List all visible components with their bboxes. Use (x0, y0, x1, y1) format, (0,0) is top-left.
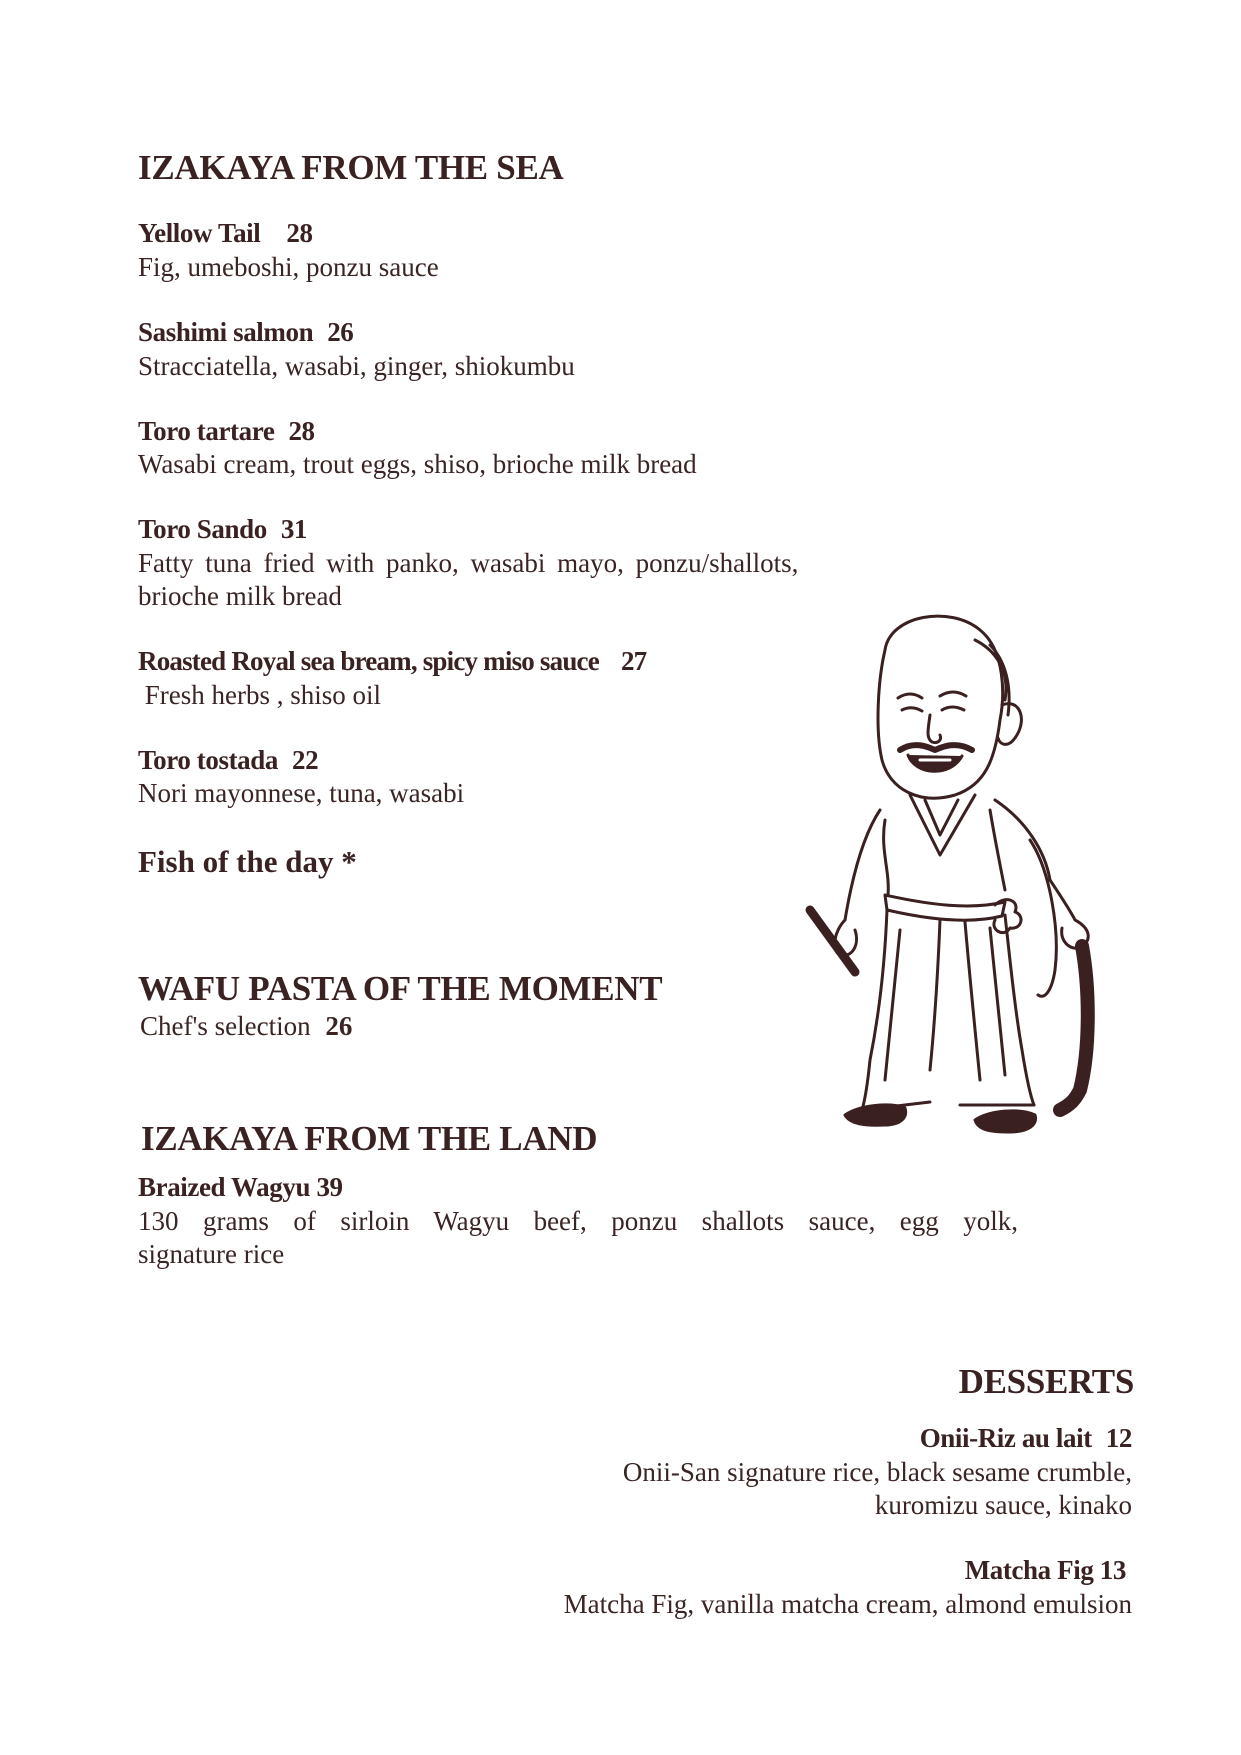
item-name-yellow-tail (138, 218, 313, 249)
fish-of-the-day: Fish of the day * (138, 844, 357, 879)
pasta-price: 26 (325, 1011, 353, 1041)
item-name: Toro tartare (138, 416, 275, 446)
samurai-old-man-illustration (790, 610, 1150, 1150)
item-desc-onii-riz-line2: kuromizu sauce, kinako (874, 1490, 1132, 1520)
item-price: 26 (327, 317, 354, 347)
item-price: 28 (286, 218, 313, 248)
item-name-toro-tartare (138, 416, 315, 447)
item-price: 13 (1099, 1555, 1126, 1585)
item-desc-toro-sando: Fatty tuna fried with panko, wasabi mayo, ponzu/shallots, (138, 548, 799, 578)
item-name: Toro Sando (138, 514, 267, 544)
section-title-desserts: DESSERTS (958, 1362, 1134, 1401)
item-name: Onii-Riz au lait (919, 1423, 1092, 1453)
item-price: 27 (620, 646, 647, 676)
item-desc-toro-sando-line2: brioche milk bread (138, 581, 342, 611)
item-desc-onii-riz: Onii-San signature rice, black sesame crumble, (622, 1457, 1132, 1487)
item-desc-sea-bream: Fresh herbs , shiso oil (138, 680, 381, 710)
item-name-sea-bream (138, 646, 646, 677)
item-desc-yellow-tail: Fig, umeboshi, ponzu sauce (138, 252, 439, 282)
item-desc-braized-wagyu: 130 grams of sirloin Wagyu beef, ponzu shallots sauce, egg yolk, (138, 1206, 1018, 1236)
item-desc-braized-wagyu-line2: signature rice (138, 1239, 285, 1269)
pasta-desc (140, 1010, 352, 1043)
section-title-land: IZAKAYA FROM THE LAND (141, 1119, 598, 1158)
item-price: 31 (280, 514, 308, 544)
item-name: Sashimi salmon (138, 317, 314, 347)
item-desc-toro-tartare: Wasabi cream, trout eggs, shiso, brioche milk bread (138, 449, 697, 479)
item-name-onii-riz (920, 1423, 1132, 1454)
item-name-braized-wagyu (138, 1172, 343, 1203)
item-desc-toro-tostada: Nori mayonnese, tuna, wasabi (138, 778, 465, 808)
item-name-toro-sando (138, 514, 307, 545)
item-name: Roasted Royal sea bream, spicy miso sauce (138, 646, 599, 676)
item-price: 22 (291, 745, 319, 775)
item-name: Toro tostada (138, 745, 278, 775)
item-name: Braized Wagyu (138, 1172, 311, 1202)
pasta-desc-text: Chef's selection (140, 1011, 311, 1041)
item-desc-matcha-fig: Matcha Fig, vanilla matcha cream, almond emulsion (563, 1589, 1132, 1619)
item-name: Matcha Fig (964, 1555, 1094, 1585)
item-desc-sashimi-salmon: Stracciatella, wasabi, ginger, shiokumbu (138, 351, 575, 381)
item-price: 39 (316, 1172, 343, 1202)
item-name: Yellow Tail (138, 218, 261, 248)
item-price: 28 (288, 416, 315, 446)
section-title-pasta: WAFU PASTA OF THE MOMENT (138, 969, 663, 1008)
item-name-toro-tostada (138, 745, 318, 776)
item-name-matcha-fig (965, 1555, 1126, 1586)
section-title-sea: IZAKAYA FROM THE SEA (138, 148, 564, 187)
item-name-sashimi-salmon (138, 317, 353, 348)
item-price: 12 (1105, 1423, 1132, 1453)
